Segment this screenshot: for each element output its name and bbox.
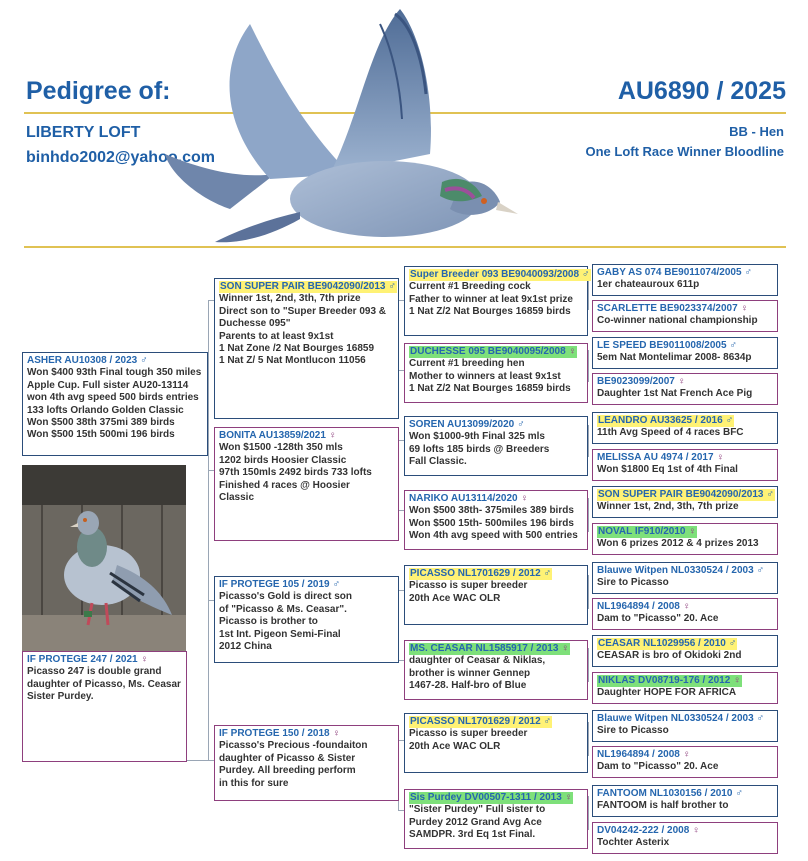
sire-dam-box[interactable] — [214, 427, 399, 541]
connector-line — [588, 796, 589, 830]
pigeon-title: NL1964894 / 2008 ♀ — [597, 749, 691, 760]
pigeon-title: FANTOOM NL1030156 / 2010 ♂ — [597, 788, 743, 799]
pigeon-title: DV04242-222 / 2008 ♀ — [597, 825, 700, 836]
sire-sire-box[interactable] — [214, 278, 399, 419]
pigeon-title: GABY AS 074 BE9011074/2005 ♂ — [597, 267, 753, 278]
gen4-box-11[interactable] — [592, 635, 778, 667]
pigeon-title: IF PROTEGE 247 / 2021 ♀ — [27, 654, 149, 665]
loft-name: LIBERTY LOFT — [26, 124, 141, 141]
pigeon-title: Blauwe Witpen NL0330524 / 2003 ♂ — [597, 565, 765, 576]
pigeon-title: PICASSO NL1701629 / 2012 ♂ — [410, 568, 552, 579]
gen4-box-15[interactable] — [592, 785, 778, 817]
gen3-box-4[interactable] — [404, 490, 588, 550]
male-icon: ♂ — [756, 713, 765, 724]
pigeon-description: Won $400 93th Final tough 350 miles Apple Cup. Full sister AU20-13114 won 4th avg speed 500 birds entries 133 lofts Orlando Golden Classic Won $500 38th 375mi 389 birds Won $500 15th 500mi 196 birds — [27, 367, 202, 441]
male-icon: ♂ — [756, 565, 765, 576]
gen3-box-6[interactable] — [404, 640, 588, 700]
pigeon-description: Won $1800 Eq 1st of 4th Final — [597, 464, 738, 476]
gen3-box-1[interactable] — [404, 266, 588, 336]
pigeon-description: Tochter Asterix — [597, 837, 670, 849]
color-sex: BB - Hen — [729, 124, 784, 139]
female-icon: ♀ — [688, 526, 696, 537]
connector-line — [588, 425, 589, 457]
male-icon: ♂ — [728, 638, 737, 649]
dam-sire-box[interactable] — [214, 576, 399, 663]
dam-dam-box[interactable] — [214, 725, 399, 801]
pigeon-title: NL1964894 / 2008 ♀ — [597, 601, 691, 612]
female-icon: ♀ — [332, 728, 341, 739]
gen4-box-16[interactable] — [592, 822, 778, 854]
female-icon: ♀ — [561, 643, 569, 654]
pigeon-description: Sire to Picasso — [597, 577, 669, 589]
pigeon-description: Daughter 1st Nat French Ace Pig — [597, 388, 753, 400]
pigeon-title: PICASSO NL1701629 / 2012 ♂ — [410, 716, 552, 727]
pigeon-description: Picasso is super breeder 20th Ace WAC OLR — [409, 580, 528, 604]
female-icon: ♀ — [564, 792, 573, 803]
pigeon-description: Picasso's Gold is direct son of "Picasso & Ms. Ceasar". Picasso is brother to 1st Int. Pigeon Semi-Final 2012 China — [219, 591, 352, 653]
male-icon: ♂ — [388, 281, 396, 292]
female-icon: ♀ — [716, 452, 725, 463]
pigeon-description: Sire to Picasso — [597, 725, 669, 737]
pigeon-title: IF PROTEGE 150 / 2018 ♀ — [219, 728, 341, 739]
female-icon: ♀ — [140, 654, 149, 665]
gen4-box-3[interactable] — [592, 337, 778, 369]
pigeon-description: Dam to "Picasso" 20. Ace — [597, 761, 719, 773]
pigeon-description: Won $1500 -128th 350 mls 1202 birds Hoosier Classic 97th 150mls 2492 birds 733 lofts Finished 4 races @ Hoosier Classic — [219, 442, 372, 504]
pigeon-title: Super Breeder 093 BE9040093/2008 ♂ — [410, 269, 590, 280]
male-icon: ♂ — [744, 267, 753, 278]
pigeon-title: BONITA AU13859/2021 ♀ — [219, 430, 337, 441]
gen4-box-5[interactable] — [592, 412, 778, 444]
gen4-box-12[interactable] — [592, 672, 778, 704]
pigeon-description: Current #1 Breeding cock Father to winner at leat 9x1st prize 1 Nat Z/2 Nat Bourges 16859 birds — [409, 281, 573, 318]
connector-line — [187, 760, 209, 761]
gen4-box-8[interactable] — [592, 523, 778, 555]
pigeon-description: FANTOOM is half brother to — [597, 800, 729, 812]
male-icon: ♂ — [543, 568, 552, 579]
female-icon: ♀ — [568, 346, 577, 357]
gen4-box-7[interactable] — [592, 486, 778, 518]
pigeon-title: SON SUPER PAIR BE9042090/2013 ♂ — [220, 281, 396, 292]
connector-line — [588, 498, 589, 532]
female-icon: ♀ — [682, 749, 691, 760]
gen3-box-7[interactable] — [404, 713, 588, 773]
gen4-box-6[interactable] — [592, 449, 778, 481]
male-icon: ♂ — [517, 419, 525, 430]
pigeon-description: Co-winner national championship — [597, 315, 758, 327]
pigeon-title: ASHER AU10308 / 2023 ♂ — [27, 355, 148, 366]
female-icon: ♀ — [328, 430, 337, 441]
gen4-box-1[interactable] — [592, 264, 778, 296]
email-link[interactable]: binhdo2002@yahoo.com — [26, 149, 215, 166]
dam-box[interactable] — [22, 651, 187, 762]
pigeon-title: Sis Purdey DV00507-1311 / 2013 ♀ — [410, 792, 573, 803]
pigeon-description: Current #1 breeding hen Mother to winners at least 9x1st 1 Nat Z/2 Nat Bourges 16859 birds — [409, 358, 571, 395]
pigeon-description: Won $500 38th- 375miles 389 birds Won $500 15th- 500miles 196 birds Won 4th avg speed with 500 entries — [409, 505, 578, 542]
pigeon-title: IF PROTEGE 105 / 2019 ♂ — [219, 579, 341, 590]
gen4-box-9[interactable] — [592, 562, 778, 594]
male-icon: ♂ — [582, 269, 590, 280]
connector-line — [588, 350, 589, 382]
gen3-box-3[interactable] — [404, 416, 588, 476]
ring-number: AU6890 / 2025 — [617, 77, 786, 105]
pigeon-title: Blauwe Witpen NL0330524 / 2003 ♂ — [597, 713, 765, 724]
connector-line — [208, 300, 209, 760]
female-icon: ♀ — [740, 303, 749, 314]
female-icon: ♀ — [682, 601, 691, 612]
flying-pigeon-image — [160, 4, 540, 254]
female-icon: ♀ — [692, 825, 700, 836]
bloodline: One Loft Race Winner Bloodline — [585, 144, 784, 159]
gen3-box-2[interactable] — [404, 343, 588, 403]
female-icon: ♀ — [677, 376, 686, 387]
pigeon-title: MELISSA AU 4974 / 2017 ♀ — [597, 452, 725, 463]
female-icon: ♀ — [733, 675, 741, 686]
male-icon: ♂ — [332, 579, 341, 590]
pigeon-description: 11th Avg Speed of 4 races BFC — [597, 427, 744, 439]
pigeon-title: NIKLAS DV08719-176 / 2012 ♀ — [598, 675, 741, 686]
female-icon: ♀ — [520, 493, 529, 504]
pigeon-description: Dam to "Picasso" 20. Ace — [597, 613, 719, 625]
pigeon-description: Winner 1st, 2nd, 3th, 7th prize — [597, 501, 739, 513]
pigeon-description: Picasso's Precious -foundaiton daughter of Picasso & Sister Purdey. All breeding perform in this for sure — [219, 740, 368, 789]
gen3-box-8[interactable] — [404, 789, 588, 849]
gen4-box-10[interactable] — [592, 598, 778, 630]
pigeon-title: CEASAR NL1029956 / 2010 ♂ — [598, 638, 737, 649]
connector-line — [588, 648, 589, 682]
pigeon-description: daughter of Ceasar & Niklas, brother is winner Gennep 1467-28. Half-bro of Blue — [409, 655, 546, 692]
pigeon-description: Winner 1st, 2nd, 3th, 7th prize Direct son to "Super Breeder 093 & Duchesse 095" Parents to at least 9x1st 1 Nat Zone /2 Nat Bourges 16859 1 Nat Z/ 5 Nat Montlucon 11056 — [219, 293, 387, 367]
pigeon-description: 1er chateauroux 611p — [597, 279, 700, 291]
pigeon-title: LE SPEED BE9011008/2005 ♂ — [597, 340, 738, 351]
pigeon-description: Picasso 247 is double grand daughter of Picasso, Ms. Ceasar Sister Purdey. — [27, 666, 181, 703]
connector-line — [588, 722, 589, 756]
gen4-box-14[interactable] — [592, 746, 778, 778]
pigeon-title: BE9023099/2007 ♀ — [597, 376, 686, 387]
connector-line — [588, 575, 589, 609]
male-icon: ♂ — [543, 716, 552, 727]
gen4-box-4[interactable] — [592, 373, 778, 405]
pigeon-description: "Sister Purdey" Full sister to Purdey 2012 Grand Avg Ace SAMDPR. 3rd Eq 1st Final. — [409, 804, 546, 841]
male-icon: ♂ — [140, 355, 148, 366]
gen4-box-13[interactable] — [592, 710, 778, 742]
pigeon-description: Daughter HOPE FOR AFRICA — [597, 687, 737, 699]
pigeon-title: NOVAL IF910/2010 ♀ — [598, 526, 696, 537]
sire-box[interactable] — [22, 352, 208, 456]
hen-photo — [22, 465, 186, 651]
gen3-box-5[interactable] — [404, 565, 588, 625]
pigeon-description: Picasso is super breeder 20th Ace WAC OLR — [409, 728, 528, 752]
pigeon-description: Won $1000-9th Final 325 mls 69 lofts 185 birds @ Breeders Fall Classic. — [409, 431, 550, 468]
male-icon: ♂ — [735, 788, 743, 799]
pedigree-label: Pedigree of: — [26, 77, 171, 105]
pigeon-title: LEANDRO AU33625 / 2016 ♂ — [598, 415, 734, 426]
male-icon: ♂ — [725, 415, 734, 426]
pigeon-title: NARIKO AU13114/2020 ♀ — [409, 493, 529, 504]
pigeon-description: 5em Nat Montelimar 2008- 8634p — [597, 352, 752, 364]
pigeon-title: SOREN AU13099/2020 ♂ — [409, 419, 525, 430]
pigeon-title: MS. CEASAR NL1585917 / 2013 ♀ — [410, 643, 569, 654]
pigeon-description: CEASAR is bro of Okidoki 2nd — [597, 650, 742, 662]
gen4-box-2[interactable] — [592, 300, 778, 332]
pigeon-description: Won 6 prizes 2012 & 4 prizes 2013 — [597, 538, 759, 550]
male-icon: ♂ — [729, 340, 738, 351]
connector-line — [588, 278, 589, 310]
pigeon-title: SCARLETTE BE9023374/2007 ♀ — [597, 303, 749, 314]
pigeon-title: DUCHESSE 095 BE9040095/2008 ♀ — [410, 346, 577, 357]
pigeon-title: SON SUPER PAIR BE9042090/2013 ♂ — [598, 489, 774, 500]
male-icon: ♂ — [766, 489, 774, 500]
